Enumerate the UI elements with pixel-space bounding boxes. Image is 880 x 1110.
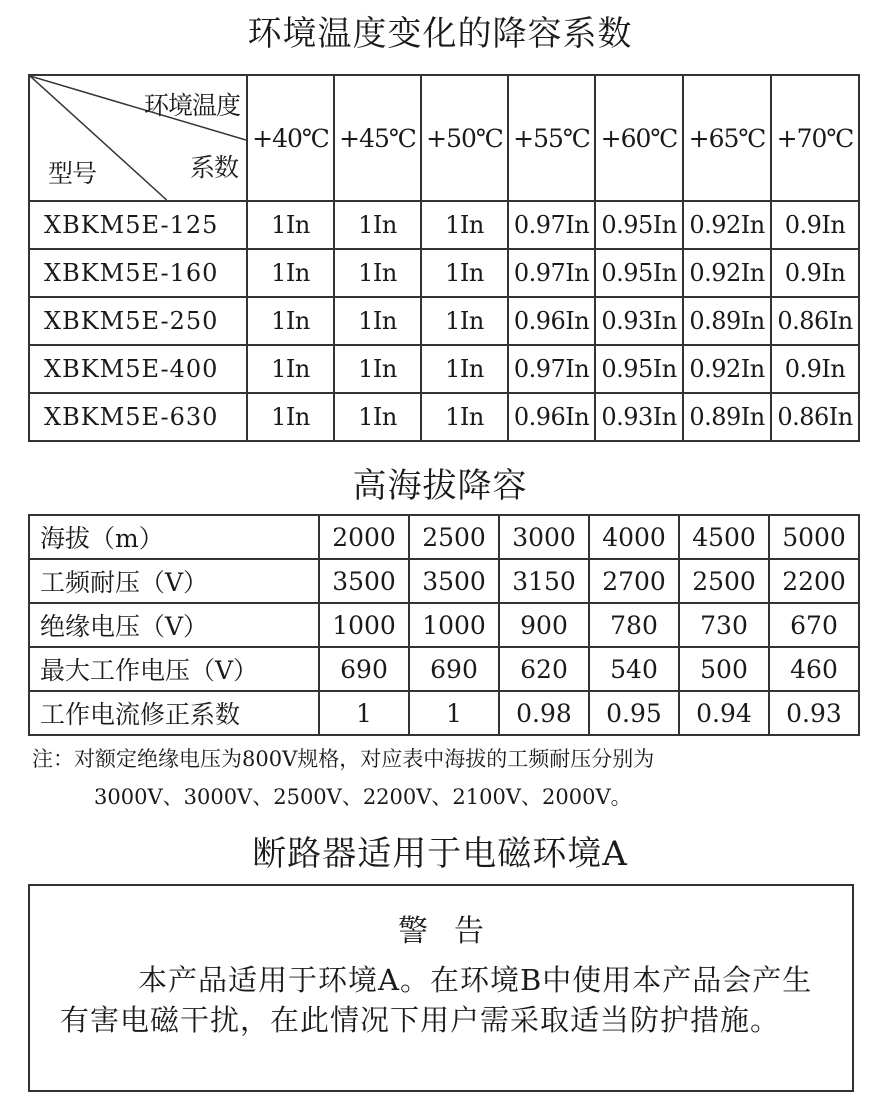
altitude-value-cell: 730 xyxy=(679,603,769,647)
derating-value-cell: 1In xyxy=(334,393,421,441)
note-text xyxy=(32,740,872,816)
derating-value-cell: 0.9In xyxy=(771,201,859,249)
altitude-value-cell: 3500 xyxy=(319,559,409,603)
temp-header: +65℃ xyxy=(683,75,771,201)
altitude-value-cell: 3000 xyxy=(499,515,589,559)
derating-value-cell: 0.93In xyxy=(595,297,683,345)
note-line-1: 注：对额定绝缘电压为800V规格，对应表中海拔的工频耐压分别为 xyxy=(32,747,655,771)
altitude-row-label: 最大工作电压（V） xyxy=(29,647,319,691)
derating-value-cell: 1In xyxy=(421,297,508,345)
altitude-value-cell: 500 xyxy=(679,647,769,691)
derating-value-cell: 0.95In xyxy=(595,201,683,249)
altitude-title: 高海拔降容 xyxy=(352,466,528,506)
derating-value-cell: 1In xyxy=(334,201,421,249)
derating-value-cell: 1In xyxy=(334,345,421,393)
temp-header: +55℃ xyxy=(508,75,595,201)
altitude-row-label: 工作电流修正系数 xyxy=(29,691,319,735)
derating-row xyxy=(29,393,859,441)
derating-row xyxy=(29,249,859,297)
derating-value-cell: 0.9In xyxy=(771,249,859,297)
derating-value-cell: 1In xyxy=(421,393,508,441)
altitude-value-cell: 2200 xyxy=(769,559,859,603)
temp-header: +70℃ xyxy=(771,75,859,201)
model-cell: XBKM5E-400 xyxy=(29,345,247,393)
altitude-row xyxy=(29,559,859,603)
derating-value-cell: 1In xyxy=(247,297,334,345)
derating-value-cell: 1In xyxy=(421,249,508,297)
altitude-value-cell: 2000 xyxy=(319,515,409,559)
corner-label-model: 型号 xyxy=(48,159,97,188)
derating-value-cell: 0.97In xyxy=(508,249,595,297)
derating-row xyxy=(29,297,859,345)
altitude-value-cell: 620 xyxy=(499,647,589,691)
altitude-table xyxy=(28,514,860,736)
altitude-value-cell: 1 xyxy=(409,691,499,735)
derating-table xyxy=(28,74,860,442)
altitude-value-cell: 3500 xyxy=(409,559,499,603)
altitude-value-cell: 1 xyxy=(319,691,409,735)
corner-label-coefficient: 系数 xyxy=(189,153,238,182)
derating-value-cell: 0.9In xyxy=(771,345,859,393)
altitude-value-cell: 690 xyxy=(319,647,409,691)
corner-label-temperature: 环境温度 xyxy=(143,91,240,120)
derating-row xyxy=(29,345,859,393)
altitude-row xyxy=(29,603,859,647)
derating-row xyxy=(29,201,859,249)
derating-value-cell: 1In xyxy=(247,201,334,249)
altitude-value-cell: 4000 xyxy=(589,515,679,559)
derating-value-cell: 1In xyxy=(247,345,334,393)
altitude-value-cell: 0.98 xyxy=(499,691,589,735)
note-line-2: 3000V、3000V、2500V、2200V、2100V、2000V。 xyxy=(94,785,632,809)
derating-value-cell: 0.97In xyxy=(508,201,595,249)
altitude-row-label: 工频耐压（V） xyxy=(29,559,319,603)
altitude-value-cell: 780 xyxy=(589,603,679,647)
derating-value-cell: 0.96In xyxy=(508,297,595,345)
derating-value-cell: 0.95In xyxy=(595,249,683,297)
model-cell: XBKM5E-630 xyxy=(29,393,247,441)
derating-value-cell: 0.89In xyxy=(683,393,771,441)
derating-value-cell: 0.86In xyxy=(771,393,859,441)
warning-title: 警告 xyxy=(398,914,510,949)
model-cell: XBKM5E-125 xyxy=(29,201,247,249)
derating-value-cell: 1In xyxy=(247,393,334,441)
derating-value-cell: 1In xyxy=(421,345,508,393)
temp-header: +45℃ xyxy=(334,75,421,201)
altitude-value-cell: 690 xyxy=(409,647,499,691)
altitude-value-cell: 460 xyxy=(769,647,859,691)
altitude-row xyxy=(29,691,859,735)
temp-header: +50℃ xyxy=(421,75,508,201)
altitude-value-cell: 1000 xyxy=(319,603,409,647)
altitude-value-cell: 0.93 xyxy=(769,691,859,735)
derating-value-cell: 0.92In xyxy=(683,201,771,249)
altitude-value-cell: 900 xyxy=(499,603,589,647)
derating-value-cell: 0.89In xyxy=(683,297,771,345)
altitude-value-cell: 2500 xyxy=(679,559,769,603)
temp-header: +40℃ xyxy=(247,75,334,201)
diagonal-header-cell xyxy=(29,75,247,201)
derating-value-cell: 1In xyxy=(421,201,508,249)
altitude-value-cell: 540 xyxy=(589,647,679,691)
altitude-row xyxy=(29,515,859,559)
altitude-row xyxy=(29,647,859,691)
derating-value-cell: 1In xyxy=(334,249,421,297)
altitude-value-cell: 5000 xyxy=(769,515,859,559)
altitude-value-cell: 0.95 xyxy=(589,691,679,735)
altitude-row-label: 绝缘电压（V） xyxy=(29,603,319,647)
derating-value-cell: 1In xyxy=(247,249,334,297)
temp-header: +60℃ xyxy=(595,75,683,201)
derating-value-cell: 0.97In xyxy=(508,345,595,393)
altitude-row-label: 海拔（m） xyxy=(29,515,319,559)
derating-header-row xyxy=(29,75,859,201)
altitude-value-cell: 2700 xyxy=(589,559,679,603)
derating-title: 环境温度变化的降容系数 xyxy=(247,14,633,54)
altitude-value-cell: 4500 xyxy=(679,515,769,559)
altitude-value-cell: 3150 xyxy=(499,559,589,603)
derating-value-cell: 1In xyxy=(334,297,421,345)
altitude-value-cell: 0.94 xyxy=(679,691,769,735)
warning-body: 本产品适用于环境A。在环境B中使用本产品会产生有害电磁干扰，在此情况下用户需采取适当防护措施。 xyxy=(60,963,813,1037)
model-cell: XBKM5E-250 xyxy=(29,297,247,345)
derating-value-cell: 0.86In xyxy=(771,297,859,345)
derating-value-cell: 0.93In xyxy=(595,393,683,441)
warning-box xyxy=(28,884,854,1092)
model-cell: XBKM5E-160 xyxy=(29,249,247,297)
derating-value-cell: 0.96In xyxy=(508,393,595,441)
derating-value-cell: 0.92In xyxy=(683,249,771,297)
emc-title: 断路器适用于电磁环境A xyxy=(252,834,628,874)
derating-value-cell: 0.92In xyxy=(683,345,771,393)
altitude-value-cell: 2500 xyxy=(409,515,499,559)
derating-value-cell: 0.95In xyxy=(595,345,683,393)
altitude-value-cell: 1000 xyxy=(409,603,499,647)
altitude-value-cell: 670 xyxy=(769,603,859,647)
